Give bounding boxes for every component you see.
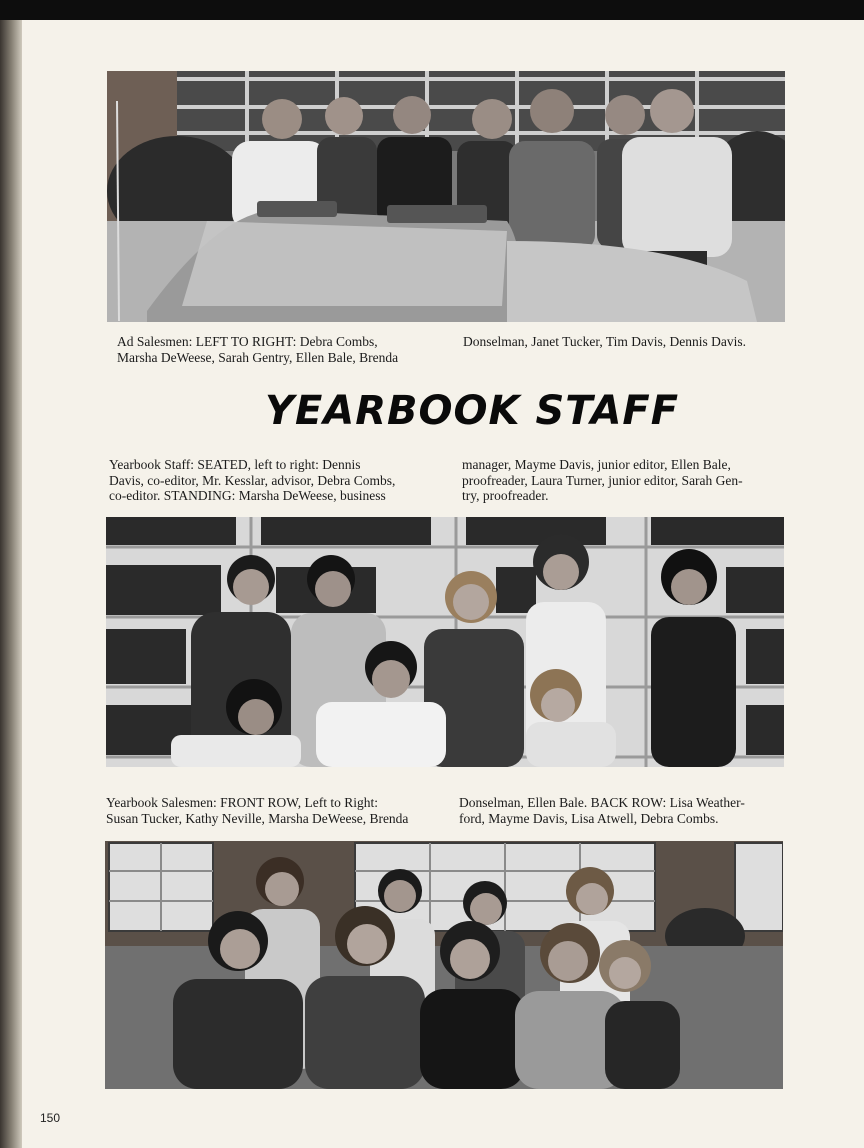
caption-line: Donselman, Ellen Bale. BACK ROW: Lisa Weather- — [459, 795, 745, 810]
caption-line: co-editor. STANDING: Marsha DeWeese, business — [109, 488, 386, 503]
caption-line: Susan Tucker, Kathy Neville, Marsha DeWeese, Brenda — [106, 810, 409, 826]
caption-line: Davis, co-editor, Mr. Kesslar, advisor, Debra Combs, — [109, 472, 396, 488]
ad-salesmen-caption-left — [117, 334, 437, 365]
page-number: 150 — [40, 1111, 61, 1125]
yearbook-staff-caption-left — [109, 457, 428, 504]
caption-line: Yearbook Staff: SEATED, left to right: Dennis — [109, 457, 361, 472]
book-spine-shadow — [0, 20, 22, 1148]
yearbook-salesmen-caption-right — [459, 795, 782, 826]
caption-line: proofreader, Laura Turner, junior editor, Sarah Gen- — [462, 472, 743, 488]
yearbook-staff-caption-right — [462, 457, 780, 504]
ad-salesmen-caption-right — [463, 334, 783, 350]
yearbook-staff-photo — [106, 517, 784, 767]
caption-line: Donselman, Janet Tucker, Tim Davis, Dennis Davis. — [463, 334, 746, 349]
caption-line: ford, Mayme Davis, Lisa Atwell, Debra Combs. — [459, 810, 719, 826]
page-title: YEARBOOK STAFF — [265, 388, 680, 434]
caption-line: try, proofreader. — [462, 488, 549, 503]
yearbook-salesmen-photo — [105, 841, 783, 1089]
caption-line: Yearbook Salesmen: FRONT ROW, Left to Right: — [106, 795, 379, 810]
caption-line: manager, Mayme Davis, junior editor, Ellen Bale, — [462, 457, 731, 472]
yearbook-salesmen-caption-left — [106, 795, 432, 826]
top-dark-edge — [0, 0, 864, 20]
caption-line: Marsha DeWeese, Sarah Gentry, Ellen Bale, Brenda — [117, 349, 399, 365]
caption-line: Ad Salesmen: LEFT TO RIGHT: Debra Combs, — [117, 334, 378, 349]
ad-salesmen-photo — [107, 71, 785, 322]
